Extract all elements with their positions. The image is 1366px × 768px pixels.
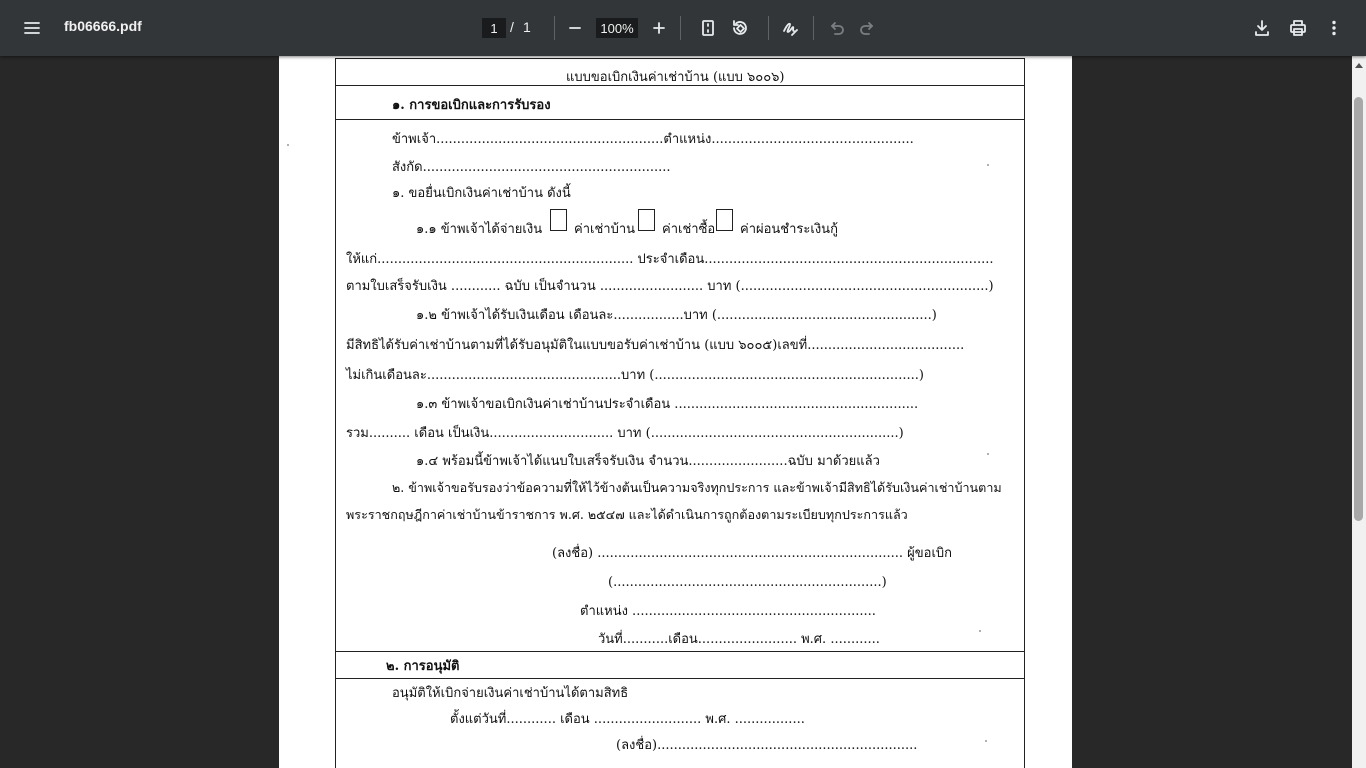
toolbar-divider xyxy=(813,16,814,40)
form-rule xyxy=(336,119,1024,120)
scan-speck xyxy=(987,453,989,455)
line-total: รวม.......... เดือน เป็นเงิน.............................. บาท (............................................................) xyxy=(346,426,904,441)
page-number-input[interactable] xyxy=(482,18,506,38)
scan-speck xyxy=(979,630,981,632)
signature-line: (ลงชื่อ) .......................................................................... ผู้ขอเบิก xyxy=(552,546,953,561)
rotate-button[interactable] xyxy=(724,12,756,44)
item-1-3: ๑.๓ ข้าพเจ้าขอเบิกเงินค่าเช่าบ้านประจำเดือน ........................................................... xyxy=(416,397,919,412)
download-icon xyxy=(1252,18,1272,38)
approve-text: อนุมัติให้เบิกจ่ายเงินค่าเช่าบ้านได้ตามสิทธิ xyxy=(392,686,629,701)
approve-from: ตั้งแต่วันที่............ เดือน .......................... พ.ศ. ................. xyxy=(450,712,805,727)
checkbox-purchase[interactable] xyxy=(638,209,655,231)
scrollbar-thumb[interactable] xyxy=(1354,97,1363,521)
line-payee: ให้แก่.............................................................. ประจำเดือน...................................................................... xyxy=(346,252,994,267)
form-rule xyxy=(336,678,1024,679)
line-affiliation: สังกัด............................................................ xyxy=(392,160,671,175)
line-not-exceed: ไม่เกินเดือนละ...............................................บาท (................................................................) xyxy=(346,368,924,383)
undo-icon xyxy=(826,18,846,38)
line-receipt: ตามใบเสร็จรับเงิน ............ ฉบับ เป็นจำนวน ......................... บาท (............................................................) xyxy=(346,279,994,294)
redo-icon xyxy=(858,18,878,38)
page-total: 1 xyxy=(523,19,531,35)
option-loan: ค่าผ่อนชำระเงินกู้ xyxy=(740,222,838,237)
checkbox-rent[interactable] xyxy=(550,209,567,231)
item-2-line-1: ๒. ข้าพเจ้าขอรับรองว่าข้อความที่ให้ไว้ข้างต้นเป็นความจริงทุกประการ และข้าพเจ้ามีสิทธิได้รับเงินค่าเช่าบ้านตาม xyxy=(392,480,1002,495)
section-1-heading: ๑. การขอเบิกและการรับรอง xyxy=(392,98,551,113)
toolbar-divider xyxy=(680,16,681,40)
annotate-button[interactable] xyxy=(774,12,806,44)
scroll-up-arrow[interactable] xyxy=(1352,58,1366,72)
item-1-2: ๑.๒ ข้าพเจ้าได้รับเงินเดือน เดือนละ.................บาท (....................................................) xyxy=(416,308,937,323)
rotate-icon xyxy=(730,18,750,38)
option-purchase: ค่าเช่าซื้อ xyxy=(662,222,716,237)
approve-signature: (ลงชื่อ)............................................................... xyxy=(616,738,918,753)
signature-name: (.................................................................) xyxy=(608,575,887,590)
checkbox-loan[interactable] xyxy=(716,209,733,231)
menu-icon xyxy=(22,18,42,38)
zoom-input[interactable] xyxy=(596,18,638,38)
file-name: fb06666.pdf xyxy=(64,18,142,34)
scan-speck xyxy=(985,740,987,742)
scan-speck xyxy=(287,144,289,146)
item-1-1: ๑.๑ ข้าพเจ้าได้จ่ายเงิน xyxy=(416,222,543,237)
minus-icon xyxy=(565,18,585,38)
page-separator: / xyxy=(510,19,514,35)
zoom-in-button[interactable] xyxy=(643,12,675,44)
redo-button[interactable] xyxy=(852,12,884,44)
signature-position: ตำแหน่ง ........................................................... xyxy=(580,604,876,619)
scan-speck xyxy=(987,164,989,166)
undo-button[interactable] xyxy=(820,12,852,44)
pdf-page xyxy=(279,56,1072,768)
form-title: แบบขอเบิกเงินค่าเช่าบ้าน (แบบ ๖๐๐๖) xyxy=(566,70,785,85)
pdf-toolbar xyxy=(0,0,1366,56)
fit-page-button[interactable] xyxy=(692,12,724,44)
fit-page-icon xyxy=(698,18,718,38)
download-button[interactable] xyxy=(1246,12,1278,44)
line-name: ข้าพเจ้า.......................................................ตำแหน่ง................................................. xyxy=(392,132,914,147)
toolbar-divider xyxy=(768,16,769,40)
option-rent: ค่าเช่าบ้าน xyxy=(574,222,636,237)
print-icon xyxy=(1288,18,1308,38)
print-button[interactable] xyxy=(1282,12,1314,44)
signature-date: วันที่...........เดือน........................ พ.ศ. ............ xyxy=(598,632,880,647)
more-vert-icon xyxy=(1324,18,1344,38)
item-2-line-2: พระราชกฤษฎีกาค่าเช่าบ้านข้าราชการ พ.ศ. ๒๕๔๗ และได้ดำเนินการถูกต้องตามระเบียบทุกประการแล้ว xyxy=(346,507,908,522)
menu-button[interactable] xyxy=(16,12,48,44)
section-2-heading: ๒. การอนุมัติ xyxy=(386,659,460,674)
item-1: ๑. ขอยื่นเบิกเงินค่าเช่าบ้าน ดังนี้ xyxy=(392,186,571,201)
form-rule xyxy=(336,651,1024,652)
line-entitled: มีสิทธิได้รับค่าเช่าบ้านตามที่ได้รับอนุมัติในแบบขอรับค่าเช่าบ้าน (แบบ ๖๐๐๕)เลขที่...................................... xyxy=(346,338,965,353)
item-1-4: ๑.๔ พร้อมนี้ข้าพเจ้าได้แนบใบเสร็จรับเงิน จำนวน........................ฉบับ มาด้วยแล้ว xyxy=(416,454,880,469)
more-options-button[interactable] xyxy=(1318,12,1350,44)
toolbar-divider xyxy=(554,16,555,40)
rent-claim-form xyxy=(335,58,1025,768)
plus-icon xyxy=(649,18,669,38)
pdf-viewer[interactable] xyxy=(0,56,1366,768)
draw-icon xyxy=(780,18,800,38)
zoom-out-button[interactable] xyxy=(559,12,591,44)
